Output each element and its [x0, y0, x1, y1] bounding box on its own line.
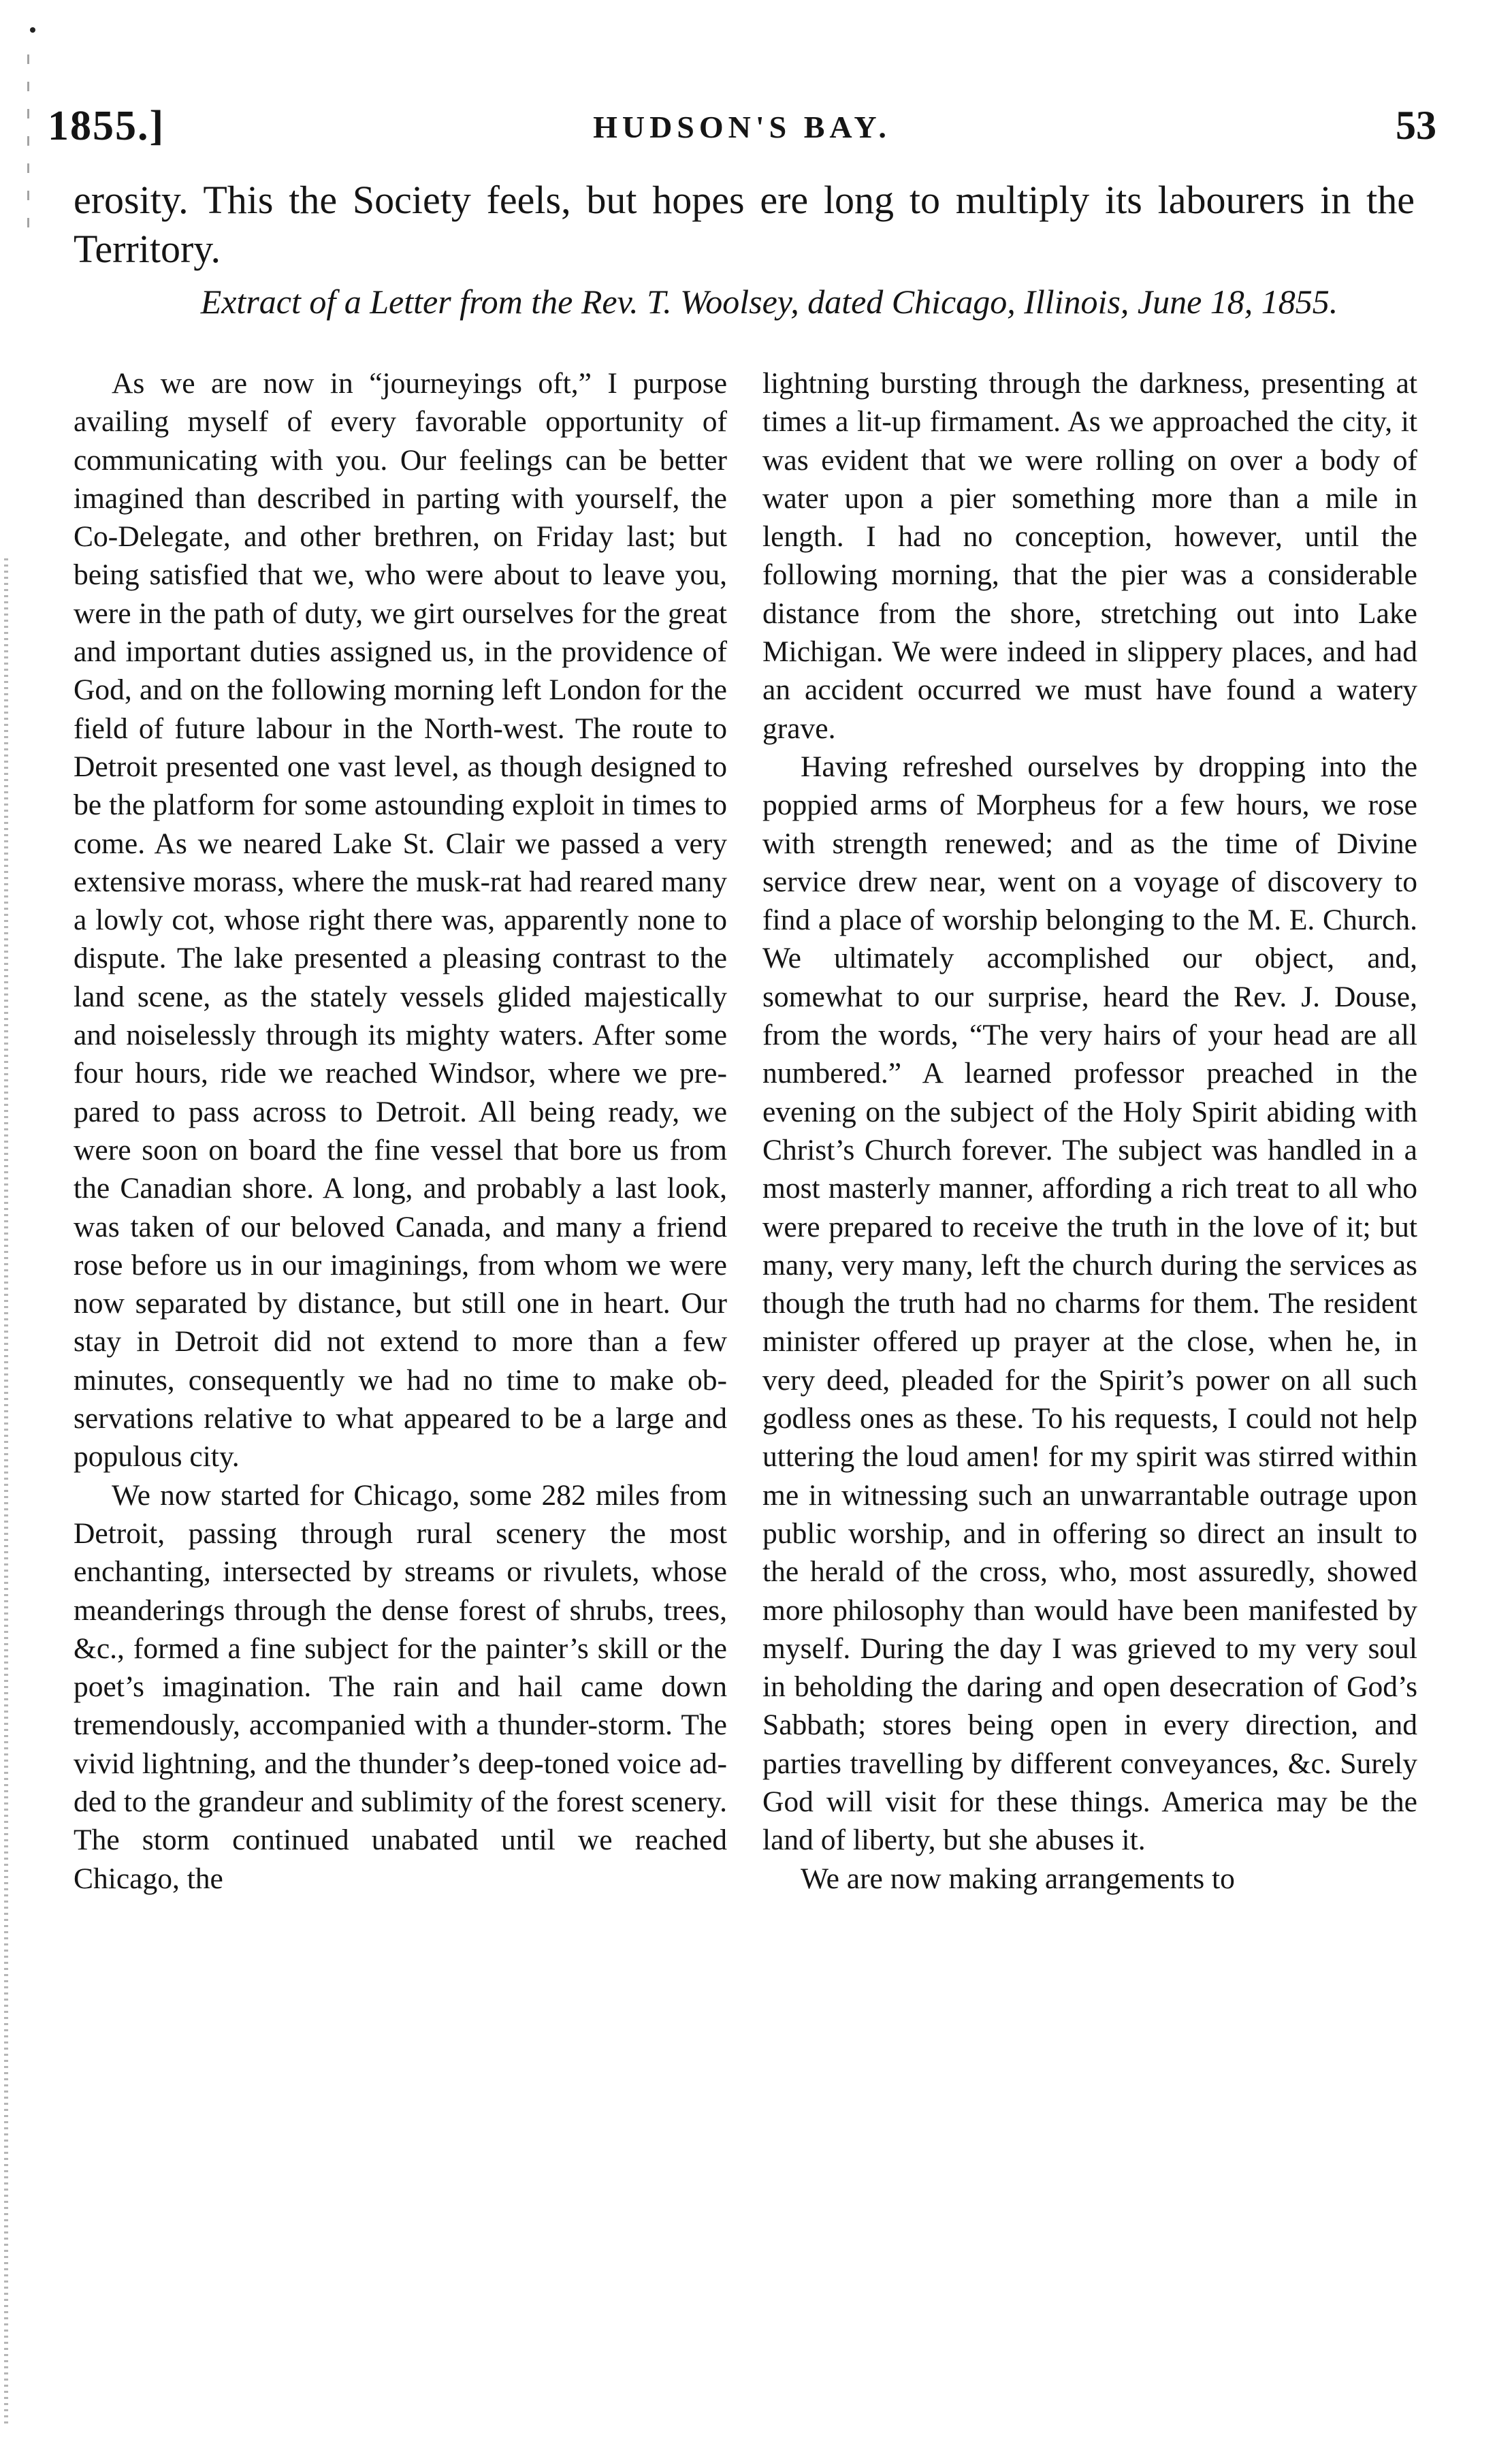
page-number: 53 — [1396, 103, 1436, 148]
header-title: HUDSON'S BAY. — [593, 110, 891, 144]
running-header — [48, 102, 1436, 163]
scan-edge-mark — [27, 54, 29, 232]
right-paragraph-1: lightning bursting through the darkness, presenting at times a lit-up firmament. As we approached the city, it was evident that we were rolling on over a body of water upon a pier something more than a mile in length. I had no conception, however, until the following morning, that the pier was a considerable distance from the shore, stretching out into Lake Michigan. We were indeed in slippery places, and had an accident occurred we must have found a watery grave. — [762, 367, 1417, 745]
scan-binding-edge — [4, 558, 8, 2424]
intro-text: erosity. This the Society feels, but hopes ere long to multiply its labourers in the Territory. — [74, 178, 1415, 271]
scan-speck — [30, 27, 35, 33]
header-year: 1855.] — [48, 103, 165, 149]
letter-heading: Extract of a Letter from the Rev. T. Woolsey, dated Chicago, Illinois, June 18, 1855. — [200, 283, 1338, 321]
right-paragraph-2: Having refreshed ourselves by dropping into the poppied arms of Morpheus for a few hours, we rose with strength renewed; and as the time of Divine service drew near, went on a voyage of discovery to find a place of worship belonging to the M. E. Church. We ultimately accomplished our object, and, somewhat to our surprise, heard the Rev. J. Douse, from the words, “The very hairs of your head are all numbered.” A learned professor preached in the evening on the subject of the Holy Spirit abiding with Christ’s Church forever. The subject was handled in a most masterly manner, affording a rich treat to all who were prepared to receive the truth in the love of it; but many, very many, left the church during the services as though the truth had no charms for them. The resident minister offered up prayer at the close, when he, in very deed, pleaded for the Spirit’s power on all such godless ones as these. To his requests, I could not help uttering the loud amen! for my spirit was stirred within me in witnessing such an unwarrantable outrage upon public worship, and in offering so direct an insult to the herald of the cross, who, most assuredly, showed more philosophy than would have been manifested by myself. During the day I was grieved to my very soul in beholding the daring and open desecration of God’s Sabbath; stores being open in every direction, and parties travelling by different conveyances, &c. Surely God will visit for these things. America may be the land of liberty, but she abuses it. — [762, 750, 1417, 1857]
right-paragraph-3: We are now making arrangements to — [801, 1862, 1235, 1895]
left-paragraph-1: As we are now in “journeyings oft,” I purpose availing myself of every favorable opportunity of communicating with you. Our feelings can be better imagined than described in parting with yourself, the Co-Delegate, and other brethren, on Friday last; but being satisfied that we, who were about to leave you, were in the path of duty, we girt ourselves for the great and important duties assigned us, in the providence of God, and on the following morning left London for the field of future labour in the North-west. The route to Detroit presented one vast level, as though designed to be the platform for some astounding exploit in times to come. As we neared Lake St. Clair we passed a very extensive morass, where the musk-rat had reared many a lowly cot, whose right there was, apparently none to dispute. The lake presented a pleasing contrast to the land scene, as the stately vessels glided majestically and noiselessly through its mighty waters. After some four hours, ride we reached Windsor, where we prepared to pass across to Detroit. All being ready, we were soon on board the fine vessel that bore us from the Canadian shore. A long, and probably a last look, was taken of our beloved Canada, and many a friend rose before us in our imaginings, from whom we were now separated by distance, but still one in heart. Our stay in Detroit did not extend to more than a few minutes, consequently we had no time to make observations relative to what appeared to be a large and populous city. — [74, 367, 727, 1474]
left-column — [74, 364, 727, 1898]
left-paragraph-2: We now started for Chicago, some 282 miles from Detroit, passing through rural scenery the most enchanting, intersected by streams or rivulets, whose meanderings through the dense forest of shrubs, trees, &c., formed a fine subject for the painter’s skill or the poet’s imagination. The rain and hail came down tremendously, accompanied with a thunder-storm. The vivid lightning, and the thunder’s deep-toned voice added to the grandeur and sublimity of the forest scenery. The storm continued unabated until we reached Chicago, the — [74, 1478, 727, 1895]
intro-paragraph — [74, 176, 1415, 274]
right-column — [762, 364, 1417, 1898]
